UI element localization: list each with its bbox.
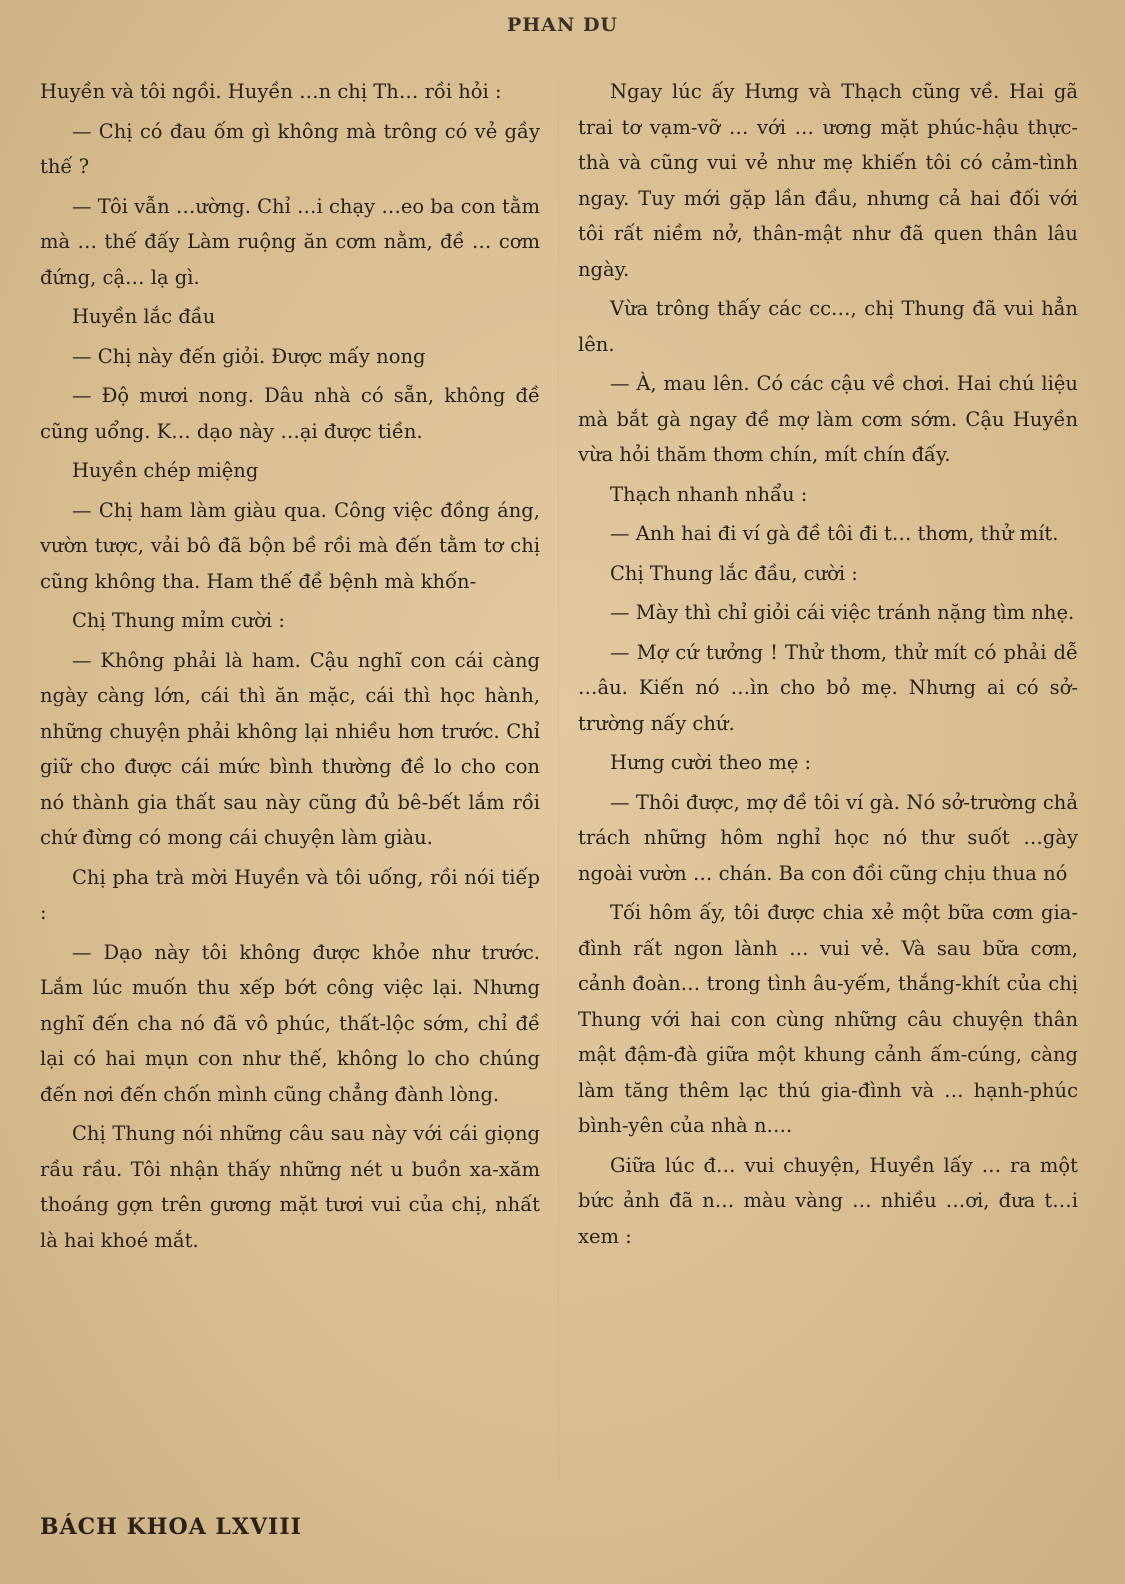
paragraph: Chị Thung mỉm cười :: [72, 609, 285, 632]
paragraph: Vừa trông thấy các cc…, chị Thung đã vui hẳn lên.: [578, 297, 1078, 356]
paragraph: Huyền chép miệng: [72, 459, 259, 482]
paragraph: Chị Thung lắc đầu, cười :: [610, 561, 858, 585]
paragraph: — Dạo này tôi không được khỏe như trước. Lắm lúc muốn thu xếp bớt công việc lại. Nhưng nghĩ đến cha nó đã vô phúc, thất-lộc sớm, chỉ đề lại có hai mụn con như thế, không lo cho chúng đến nơi đến chốn mình cũng chẳng đành lòng.: [40, 940, 540, 1106]
column-gutter: [558, 80, 559, 1480]
paragraph: — Không phải là ham. Cậu nghĩ con cái càng ngày càng lớn, cái thì ăn mặc, cái thì học hành, những chuyện phải không lại nhiều hơn trước. Chỉ giữ cho được cái mức bình thường đề lo cho con nó thành gia thất sau này cũng đủ bê-bết lắm rồi chứ đừng có mong cái chuyện làm giàu.: [40, 648, 540, 849]
paragraph: — Mợ cứ tưởng ! Thử thơm, thử mít có phải dễ …âu. Kiến nó …ìn cho bỏ mẹ. Nhưng ai có sở-trường nấy chứ.: [578, 640, 1078, 735]
running-header: PHAN DU: [506, 14, 618, 36]
paragraph: — Độ mươi nong. Dâu nhà có sẵn, không đề cũng uổng. K… dạo này …ại được tiền.: [40, 384, 540, 443]
paragraph: Thạch nhanh nhẩu :: [610, 482, 808, 506]
paragraph: Giữa lúc đ… vui chuyện, Huyền lấy … ra một bức ảnh đã n… màu vàng … nhiều …ơi, đưa t…i xem :: [578, 1153, 1078, 1248]
left-column: [40, 74, 540, 1262]
paragraph: — Chị có đau ốm gì không mà trông có vẻ gầy thế ?: [40, 119, 540, 178]
paragraph: — Tôi vẫn …ường. Chỉ …i chạy …eo ba con tằm mà … thế đấy Làm ruộng ăn cơm nằm, đề … cơm đứng, cậ… lạ gì.: [40, 194, 540, 289]
paragraph: — Anh hai đi ví gà đề tôi đi t… thơm, thử mít.: [610, 522, 1059, 545]
paragraph: Tối hôm ấy, tôi được chia xẻ một bữa cơm gia-đình rất ngon lành … vui vẻ. Và sau bữa cơm, cảnh đoàn… trong tình âu-yếm, thắng-khít của chị Thung với hai con cùng những câu chuyện thân mật đậm-đà giữa một khung cảnh ấm-cúng, càng làm tăng thêm lạc thú gia-đình và … hạnh-phúc bình-yên của nhà n….: [578, 901, 1078, 1137]
paragraph: Chị pha trà mời Huyền và tôi uống, rồi nói tiếp :: [40, 865, 540, 924]
page-footer: BÁCH KHOA LXVIII: [40, 1514, 302, 1540]
paragraph: Ngay lúc ấy Hưng và Thạch cũng về. Hai gã trai tơ vạm-vỡ … với … ương mặt phúc-hậu thực-thà và cũng vui vẻ như mẹ khiến tôi có cảm-tình ngay. Tuy mới gặp lần đầu, nhưng cả hai đối với tôi rất niềm nở, thân-mật như đã quen thân lâu ngày.: [578, 80, 1078, 281]
paragraph: Huyền lắc đầu: [72, 305, 216, 328]
right-column: [578, 74, 1078, 1258]
paragraph: Hưng cười theo mẹ :: [610, 751, 812, 774]
paragraph: — Mày thì chỉ giỏi cái việc tránh nặng tìm nhẹ.: [610, 601, 1075, 624]
paragraph: Huyền và tôi ngồi. Huyền …n chị Th… rồi hỏi :: [40, 80, 502, 103]
paragraph: — Chị này đến giỏi. Được mấy nong: [72, 344, 426, 368]
paragraph: — Chị ham làm giàu qua. Công việc đồng áng, vườn tược, vải bô đã bộn bề rồi mà đến tằm tơ chị cũng không tha. Ham thế đề bệnh mà khốn-: [40, 498, 540, 593]
paragraph: — Thôi được, mợ đề tôi ví gà. Nó sở-trường chả trách những hôm nghỉ học nó thư suốt …gày ngoài vườn … chán. Ba con đồi cũng chịu thua nó: [578, 790, 1078, 885]
paragraph: Chị Thung nói những câu sau này với cái giọng rầu rầu. Tôi nhận thấy những nét u buồn xa-xăm thoáng gợn trên gương mặt tươi vui của chị, nhất là hai khoé mắt.: [40, 1122, 540, 1252]
paragraph: — À, mau lên. Có các cậu về chơi. Hai chú liệu mà bắt gà ngay đề mợ làm cơm sớm. Cậu Huyền vừa hỏi thăm thơm chín, mít chín đấy.: [578, 372, 1078, 466]
